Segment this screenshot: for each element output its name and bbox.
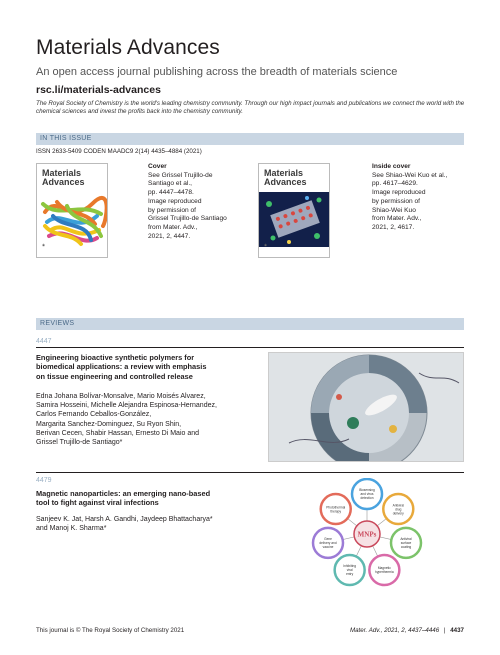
cover-caption xyxy=(148,163,227,241)
cover-line: by permission of xyxy=(148,206,197,214)
cover-mini-title: Materials Advances xyxy=(42,168,85,188)
footer-citation xyxy=(350,627,464,634)
cover-line: 2021, 2, 4617. xyxy=(372,223,415,231)
in-this-issue-bar: IN THIS ISSUE xyxy=(36,133,464,145)
cover-heading: Cover xyxy=(148,163,167,170)
cover-mini-title: Materials Advances xyxy=(264,168,307,188)
cover-line: Image reproduced xyxy=(148,197,202,205)
journal-tagline: An open access journal publishing across the breadth of materials science xyxy=(36,66,398,78)
node-label: hyperthermia xyxy=(375,570,394,575)
cover-line: Grissel Trujillo-de Santiago xyxy=(148,215,227,223)
journal-title: Materials Advances xyxy=(36,36,220,59)
node-label: drug xyxy=(395,507,402,512)
node-label: Biosensing xyxy=(359,488,375,493)
node-label: Antiviral xyxy=(400,537,412,542)
cover-line: See Grissel Trujillo-de xyxy=(148,171,213,179)
article-authors xyxy=(36,392,217,447)
cover-line: pp. 4447–4478. xyxy=(148,189,194,197)
node-label: detection xyxy=(360,496,374,501)
node-label: Photothermal xyxy=(326,505,346,510)
issn-line: ISSN 2633-5409 CODEN MAADC9 2(14) 4435–4884 (2021) xyxy=(36,148,202,155)
node-label: therapy xyxy=(330,509,342,514)
node-label: vaccine xyxy=(322,545,334,550)
cover-line: by permission of xyxy=(372,197,421,205)
footer-journal-ref: Mater. Adv., 2021, 2, 4437–4446 xyxy=(349,627,440,634)
front-cover-thumbnail[interactable] xyxy=(36,163,108,258)
footer-page-number: 4437 xyxy=(450,627,464,634)
inside-cover-caption xyxy=(372,163,447,233)
cover-line: 2021, 2, 4447. xyxy=(148,232,191,240)
cover-image-noodles xyxy=(37,164,108,258)
inside-cover-thumbnail[interactable] xyxy=(258,163,330,258)
author-line: Edna Johana Bolívar-Monsalve, Mario Moisés Alvarez, xyxy=(36,393,206,400)
cover-line: Image reproduced xyxy=(372,189,426,197)
center-label: MNPs xyxy=(357,530,377,539)
footer-copyright: This journal is © The Royal Society of Chemistry 2021 xyxy=(36,627,185,634)
node-label: Gene xyxy=(324,537,332,542)
article-page-number: 4479 xyxy=(36,477,52,484)
mnp-applications-diagram xyxy=(296,478,438,590)
author-line: Margarita Sanchez-Dominguez, Su Ryon Shin, xyxy=(36,420,182,428)
article-divider xyxy=(36,347,464,348)
node-label: entry xyxy=(346,572,354,577)
author-line: Berivan Cecen, Shabir Hassan, Ernesto Di Maio and xyxy=(36,429,200,437)
title-line: tool to fight against viral infections xyxy=(36,498,159,508)
author-line: Grissel Trujillo-de Santiago* xyxy=(36,439,123,447)
node-label: Inhibiting xyxy=(343,564,357,569)
title-line: on tissue engineering and controlled release xyxy=(36,371,193,381)
title-line: biomedical applications: a review with emphasis xyxy=(36,362,207,372)
cover-line: Santiago et al., xyxy=(148,180,192,188)
author-line: Sanjeev K. Jat, Harsh A. Gandhi, Jaydeep Bhattacharya* xyxy=(36,516,213,523)
article-authors xyxy=(36,515,213,533)
cover-line: See Shiao-Wei Kuo et al., xyxy=(372,171,448,179)
article-title-link[interactable] xyxy=(36,353,206,381)
cover-heading: Inside cover xyxy=(372,163,411,170)
author-line: and Manoj K. Sharma* xyxy=(36,525,107,533)
rsc-blurb: The Royal Society of Chemistry is the world's leading chemistry community. Through our high impact journals and publications we connect the world with the chemical sciences and invest the profits back into the chemistry community. xyxy=(36,100,465,116)
tissue-engineering-graphic xyxy=(269,353,464,462)
title-line: Engineering bioactive synthetic polymers for xyxy=(36,353,195,362)
node-label: surface xyxy=(400,541,412,546)
title-line: Magnetic nanoparticles: an emerging nano-based xyxy=(36,489,211,498)
rsc-logo-icon: ◉ xyxy=(42,243,46,247)
node-label: viral xyxy=(346,568,353,573)
node-label: delivery xyxy=(392,511,404,516)
footer-separator: | xyxy=(443,627,446,634)
node-label: Antiviral xyxy=(392,503,404,508)
node-label: coating xyxy=(400,545,412,550)
article-page-number: 4447 xyxy=(36,338,52,345)
mnp-graphic[interactable] xyxy=(296,478,438,590)
node-label: and virus xyxy=(360,492,374,497)
cover-line: from Mater. Adv., xyxy=(372,215,422,223)
cover-image-framework xyxy=(259,164,330,258)
author-line: Samira Hosseini, Michelle Alejandra Espinosa-Hernandez, xyxy=(36,402,217,410)
cover-line: from Mater. Adv., xyxy=(148,223,198,231)
article-title-link[interactable] xyxy=(36,489,210,508)
author-line: Carlos Fernando Ceballos-González, xyxy=(36,411,152,419)
rsc-logo-icon: ◉ xyxy=(264,243,268,247)
node-label: Magnetic xyxy=(377,566,391,571)
journal-url-link[interactable]: rsc.li/materials-advances xyxy=(36,84,161,96)
reviews-bar: REVIEWS xyxy=(36,318,464,330)
article-divider xyxy=(36,472,464,473)
node-label: delivery and xyxy=(319,541,337,546)
cover-line: pp. 4617–4629. xyxy=(372,180,418,188)
article-toc-graphic[interactable] xyxy=(268,352,464,462)
cover-line: Shiao-Wei Kuo xyxy=(372,206,416,214)
